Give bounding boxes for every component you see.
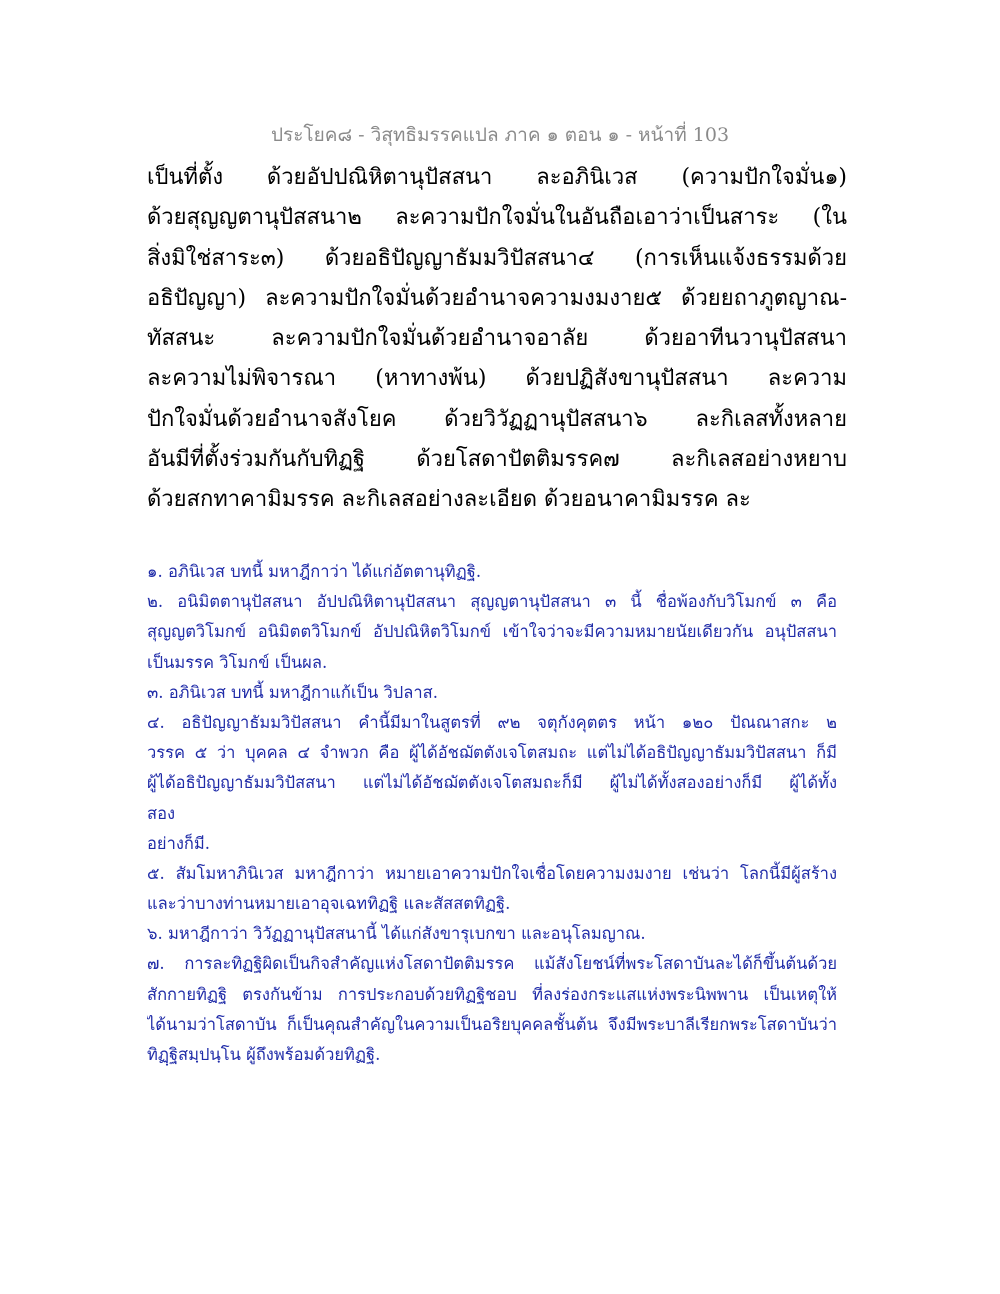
footnote-line: ๒. อนิมิตตานุปัสสนา อัปปณิหิตานุปัสสนา สุญญตานุปัสสนา ๓ นี้ ชื่อพ้องกับวิโมกข์ ๓ คือ — [147, 592, 837, 612]
footnote-line: ๕. สัมโมหาภินิเวส มหาฎีกาว่า หมายเอาความปักใจเชื่อโดยความงมงาย เช่นว่า โลกนี้มีผู้สร้าง — [147, 863, 837, 883]
text-line: ทัสสนะ ละความปักใจมั่นด้วยอำนาจอาลัย ด้วยอาทีนวานุปัสสนา — [147, 326, 847, 352]
footnote-line: ได้นามว่าโสดาบัน ก็เป็นคุณสำคัญในความเป็นอริยบุคคลชั้นต้น จึงมีพระบาลีเรียกพระโสดาบันว่า — [147, 1014, 837, 1034]
footnote-line: สักกายทิฏฐิ ตรงกันข้าม การประกอบด้วยทิฏฐิชอบ ที่ลงร่องกระแสแห่งพระนิพพาน เป็นเหตุให้ — [147, 984, 837, 1004]
footnote-line: ผู้ได้อธิปัญญาธัมมวิปัสสนา แต่ไม่ได้อัชฌัตตังเจโตสมถะก็มี ผู้ไม่ได้ทั้งสองอย่างก็มี ผู้ได้ทั้ง — [147, 773, 837, 793]
footnote-line: สุญญตวิโมกข์ อนิมิตตวิโมกข์ อัปปณิหิตวิโมกข์ เข้าใจว่าจะมีความหมายนัยเดียวกัน อนุปัสสนา — [147, 622, 837, 642]
footnote-line: สอง — [147, 803, 176, 823]
running-header-text: ประโยค๘ - วิสุทธิมรรคแปล ภาค ๑ ตอน ๑ - หน้าที่ 103 — [270, 124, 730, 146]
text-line: ด้วยสุญญตานุปัสสนา๒ ละความปักใจมั่นในอันถือเอาว่าเป็นสาระ (ใน — [147, 205, 847, 231]
footnote-line: ๓. อภินิเวส บทนี้ มหาฎีกาแก้เป็น วิปลาส. — [147, 682, 438, 702]
text-line: ละความไม่พิจารณา (หาทางพ้น) ด้วยปฏิสังขานุปัสสนา ละความ — [147, 366, 847, 392]
footnote-line: ๔. อธิปัญญาธัมมวิปัสสนา คำนี้มีมาในสูตรที่ ๙๒ จตุกังคุตตร หน้า ๑๒๐ ปัณณาสกะ ๒ — [147, 712, 837, 732]
footnote-line: ๑. อภินิเวส บทนี้ มหาฎีกาว่า ได้แก่อัตตานุทิฏฐิ. — [147, 562, 482, 581]
footnote-line: เป็นมรรค วิโมกข์ เป็นผล. — [147, 652, 328, 672]
text-line: ด้วยสกทาคามิมรรค ละกิเลสอย่างละเอียด ด้วยอนาคามิมรรค ละ — [147, 487, 751, 513]
footnote-line: ๖. มหาฎีกาว่า วิวัฏฏานุปัสสนานี้ ได้แก่สังขารุเบกขา และอนุโลมญาณ. — [147, 924, 646, 944]
main-text — [147, 158, 847, 521]
footnote-line: ทิฏฺฐิสมฺปนฺโน ผู้ถึงพร้อมด้วยทิฏฐิ. — [147, 1045, 381, 1064]
text-line: ปักใจมั่นด้วยอำนาจสังโยค ด้วยวิวัฏฏานุปัสสนา๖ ละกิเลสทั้งหลาย — [147, 406, 847, 432]
footnote-line: วรรค ๕ ว่า บุคคล ๔ จำพวก คือ ผู้ได้อัชฌัตตังเจโตสมถะ แต่ไม่ได้อธิปัญญาธัมมวิปัสสนา ก็มี — [147, 743, 837, 763]
text-line: อธิปัญญา) ละความปักใจมั่นด้วยอำนาจความงมงาย๕ ด้วยยถาภูตญาณ- — [147, 285, 847, 311]
running-header — [0, 120, 1000, 150]
text-line: สิ่งมิใช่สาระ๓) ด้วยอธิปัญญาธัมมวิปัสสนา๔ (การเห็นแจ้งธรรมด้วย — [147, 245, 847, 271]
footnotes — [147, 557, 837, 1070]
footnote-line: และว่าบางท่านหมายเอาอุจเฉททิฏฐิ และสัสสตทิฏฐิ. — [147, 894, 511, 914]
text-line: เป็นที่ตั้ง ด้วยอัปปณิหิตานุปัสสนา ละอภินิเวส (ความปักใจมั่น๑) — [147, 165, 847, 190]
footnote-line: อย่างก็มี. — [147, 833, 211, 853]
footnote-line: ๗. การละทิฏฐิผิดเป็นกิจสำคัญแห่งโสดาปัตติมรรค แม้สังโยชน์ที่พระโสดาบันละได้ก็ขึ้นต้นด้วย — [147, 954, 837, 974]
text-line: อันมีที่ตั้งร่วมกันกับทิฏฐิ ด้วยโสดาปัตติมรรค๗ ละกิเลสอย่างหยาบ — [147, 447, 847, 473]
